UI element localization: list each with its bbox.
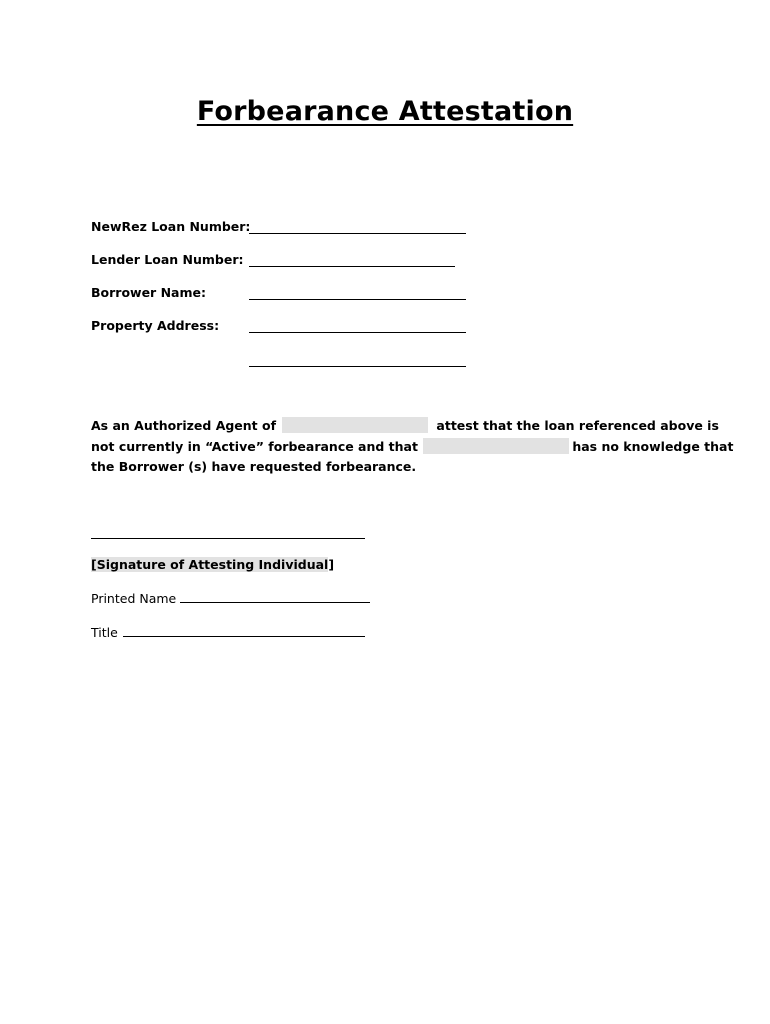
title-blank[interactable] [123, 624, 365, 637]
borrower-name-blank[interactable] [249, 299, 466, 300]
attestation-text: attest that the loan referenced above is [436, 418, 719, 433]
signature-open-bracket: [ [91, 557, 97, 572]
lender-loan-number-row [91, 252, 491, 272]
signature-caption-text: Signature of Attesting Individual [96, 557, 329, 572]
company-name-blank[interactable] [423, 438, 569, 454]
attestation-line-1 [91, 416, 719, 437]
property-address-blank-2[interactable] [249, 366, 466, 367]
printed-name-blank[interactable] [180, 590, 370, 603]
printed-name-row [91, 590, 370, 606]
attestation-text: has no knowledge that [572, 439, 734, 454]
lender-loan-number-label: Lender Loan Number: [91, 252, 244, 267]
attestation-line-2 [91, 437, 734, 458]
newrez-loan-number-row [91, 219, 491, 239]
title-label: Title [91, 625, 118, 640]
property-address-row [91, 318, 491, 338]
newrez-loan-number-blank[interactable] [249, 233, 466, 234]
attestation-text: not currently in “Active” forbearance and that [91, 439, 418, 454]
property-address-blank-1[interactable] [249, 332, 466, 333]
property-address-row-2 [91, 352, 491, 372]
signature-caption [91, 557, 334, 572]
borrower-name-label: Borrower Name: [91, 285, 206, 300]
page-title: Forbearance Attestation [196, 96, 574, 127]
agent-name-blank[interactable] [282, 417, 428, 433]
borrower-name-row [91, 285, 491, 305]
property-address-label: Property Address: [91, 318, 220, 333]
attestation-line-3 [91, 457, 691, 478]
attestation-text: the Borrower (s) have requested forbearance. [91, 459, 417, 474]
lender-loan-number-blank[interactable] [249, 266, 455, 267]
printed-name-label: Printed Name [91, 591, 177, 606]
attestation-text: As an Authorized Agent of [91, 418, 277, 433]
title-row [91, 624, 365, 640]
signature-close-bracket: ] [328, 557, 335, 572]
signature-line[interactable] [91, 538, 365, 539]
newrez-loan-number-label: NewRez Loan Number: [91, 219, 251, 234]
